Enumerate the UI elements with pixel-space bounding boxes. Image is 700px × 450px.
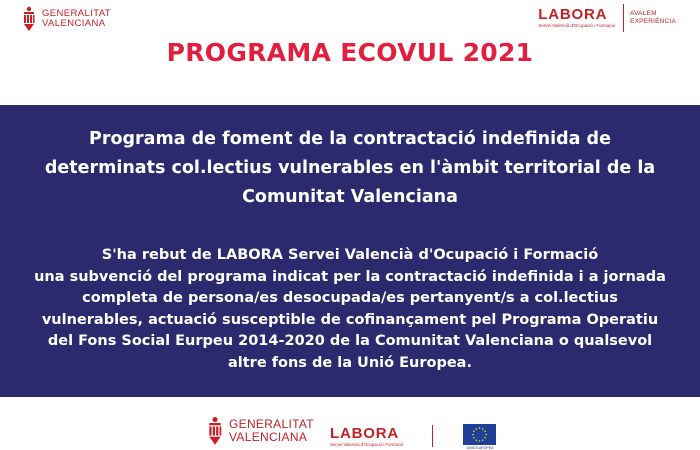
- footer-gv-line2: VALENCIANA: [229, 430, 308, 444]
- eu-star: [473, 430, 475, 432]
- eu-star: [484, 430, 486, 432]
- footer-gv-line1: GENERALITAT: [229, 417, 314, 431]
- body-line: del Fons Social Eurpeu 2014-2020 de la Comunitat Valenciana o qualsevol: [47, 333, 653, 349]
- panel-body: [10, 245, 690, 374]
- heading-line: Comunitat Valenciana: [242, 187, 458, 207]
- eu-star: [475, 439, 477, 441]
- gv-logo-line1: GENERALITAT: [42, 8, 111, 19]
- top-header: [0, 0, 700, 105]
- eu-flag-icon: [463, 424, 496, 445]
- generalitat-emblem-icon: [207, 415, 223, 447]
- eu-star: [479, 427, 481, 429]
- body-line: completa de persona/es desocupada/es pertanyent/s a col.lectius: [82, 290, 618, 306]
- generalitat-valenciana-logo: [22, 6, 111, 32]
- eu-star: [473, 437, 475, 439]
- eu-star: [479, 440, 481, 442]
- eu-star: [482, 428, 484, 430]
- eu-caption: UNIÓ EUROPEA: [466, 446, 494, 450]
- heading-line: determinats col.lectius vulnerables en l'àmbit territorial de la: [44, 158, 656, 178]
- footer-logos: [0, 397, 700, 450]
- footer-labora-logo: [330, 426, 403, 448]
- labora-divider: [623, 4, 624, 32]
- generalitat-emblem-icon: [22, 6, 36, 32]
- gv-logo-line2: VALENCIANA: [42, 18, 106, 29]
- tagline-line1: AVALEM: [630, 10, 657, 17]
- eu-star: [475, 428, 477, 430]
- footer-generalitat-logo: [207, 415, 314, 447]
- heading-line: Programa de foment de la contractació indefinida de: [89, 129, 611, 149]
- generalitat-logo-text: [42, 9, 111, 29]
- footer-divider: [432, 425, 433, 447]
- footer-labora-word: LABORA: [330, 425, 399, 442]
- eu-star: [484, 437, 486, 439]
- eu-star: [485, 434, 487, 436]
- panel-heading: [10, 125, 690, 212]
- page-title: PROGRAMA ECOVUL 2021: [166, 38, 534, 67]
- eu-star: [482, 439, 484, 441]
- labora-word: LABORA: [538, 6, 608, 23]
- tagline-line2: EXPERIÈNCIA: [630, 18, 676, 25]
- info-panel: [0, 105, 700, 397]
- labora-subtitle: Servei Valencià d'Ocupació i Formació: [538, 23, 616, 28]
- body-line: una subvenció del programa indicat per la contractació indefinida i a jornada: [34, 268, 666, 285]
- body-line: S'ha rebut de LABORA Servei Valencià d'Ocupació i Formació: [101, 247, 599, 263]
- footer-generalitat-logo-text: [229, 418, 314, 444]
- footer-labora-subtitle: Servei Valencià d'Ocupació i Formació: [330, 442, 404, 447]
- body-line: altre fons de la Unió Europea.: [228, 354, 472, 371]
- body-line: vulnerables, actuació susceptible de cofinançament pel Programa Operatiu: [41, 311, 659, 328]
- eu-star: [472, 434, 474, 436]
- labora-logo: [538, 4, 676, 32]
- labora-wordmark: [538, 7, 615, 29]
- labora-tagline: [630, 10, 676, 26]
